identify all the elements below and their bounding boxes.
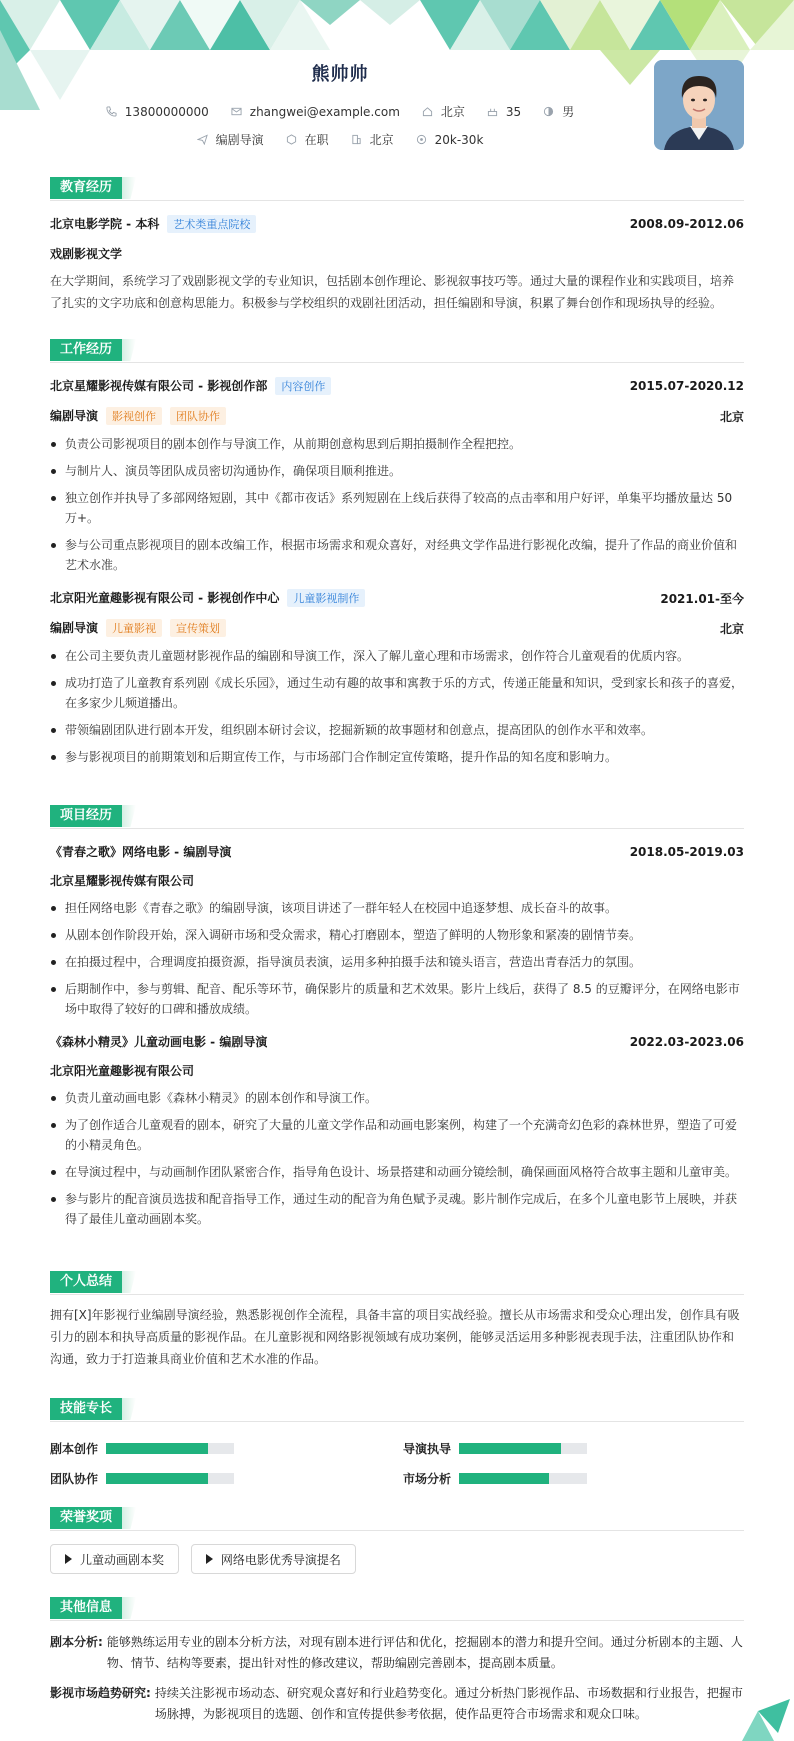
location-text: 北京 bbox=[440, 105, 465, 119]
gender-text: 男 bbox=[562, 105, 575, 119]
phone-text: 13800000000 bbox=[124, 104, 209, 119]
email-text: zhangwei@example.com bbox=[249, 104, 400, 119]
skill-name: 剧本创作 bbox=[50, 1442, 99, 1456]
age-text: 35 bbox=[505, 104, 522, 119]
play-icon bbox=[206, 1554, 213, 1564]
work-role-wrap bbox=[50, 619, 226, 637]
gender-item bbox=[543, 103, 574, 120]
gender-icon bbox=[543, 106, 554, 117]
email-icon bbox=[231, 106, 242, 117]
work-skill-tag: 儿童影视 bbox=[106, 619, 162, 637]
city-text: 北京 bbox=[369, 133, 394, 147]
skill-item bbox=[403, 1470, 587, 1487]
list-item: 独立创作并执导了多部网络短剧，其中《都市夜话》系列短剧在上线后获得了较高的点击率和用户好评，单集平均播放量达 50 万+。 bbox=[50, 488, 744, 528]
skill-bar bbox=[106, 1443, 234, 1454]
education-section bbox=[50, 177, 744, 314]
list-item: 后期制作中，参与剪辑、配音、配乐等环节，确保影片的质量和艺术效果。影片上线后，获得了 8.5 的豆瓣评分，在网络电影市场中取得了较好的口碑和播放成绩。 bbox=[50, 979, 744, 1019]
work-skill-tag: 宣传策划 bbox=[170, 619, 226, 637]
other-key: 剧本分析: bbox=[50, 1635, 103, 1649]
work-company-row bbox=[50, 377, 744, 395]
job-item bbox=[197, 131, 264, 148]
project-name: 《青春之歌》网络电影 - 编剧导演 bbox=[50, 845, 232, 859]
other-value: 持续关注影视市场动态、研究观众喜好和行业趋势变化。通过分析热门影视作品、市场数据和行业报告，把握市场脉搏，为影视项目的选题、创作和宣传提供参考依据，使作品更符合市场需求和观众口味。 bbox=[154, 1686, 743, 1721]
list-item: 成功打造了儿童教育系列剧《成长乐园》，通过生动有趣的故事和寓教于乐的方式，传递正能量和知识，受到家长和孩子的喜爱，在多家少儿频道播出。 bbox=[50, 673, 744, 713]
work-role-row bbox=[50, 619, 744, 637]
summary-title: 个人总结 bbox=[50, 1271, 122, 1293]
work-city: 北京 bbox=[719, 409, 744, 424]
work-company-row bbox=[50, 589, 744, 607]
work-header bbox=[50, 339, 744, 363]
list-item: 在导演过程中，与动画制作团队紧密合作，指导角色设计、场景搭建和动画分镜绘制，确保画面风格符合故事主题和儿童审美。 bbox=[50, 1162, 744, 1182]
project-bullets bbox=[50, 1088, 744, 1229]
status-item bbox=[286, 131, 329, 148]
list-item: 从剧本创作阶段开始，深入调研市场和受众需求，精心打磨剧本，塑造了鲜明的人物形象和紧凑的剧情节奏。 bbox=[50, 925, 744, 945]
work-entry bbox=[50, 377, 744, 575]
skill-name: 导演执导 bbox=[403, 1442, 452, 1456]
skills-header bbox=[50, 1398, 744, 1422]
salary-item bbox=[416, 133, 484, 147]
project-title: 项目经历 bbox=[50, 805, 122, 827]
list-item: 为了创作适合儿童观看的剧本，研究了大量的儿童文学作品和动画电影案例，构建了一个充满奇幻色彩的森林世界，塑造了可爱的小精灵角色。 bbox=[50, 1115, 744, 1155]
skill-bar bbox=[459, 1473, 587, 1484]
corner-decoration bbox=[734, 1691, 794, 1741]
list-item: 带领编剧团队进行剧本开发，组织剧本研讨会议，挖掘新颖的故事题材和创意点，提高团队的创作水平和效率。 bbox=[50, 720, 744, 740]
project-title-row bbox=[50, 843, 744, 860]
list-item: 负责儿童动画电影《森林小精灵》的剧本创作和导演工作。 bbox=[50, 1088, 744, 1108]
work-company: 北京星耀影视传媒有限公司 - 影视创作部 bbox=[50, 379, 268, 393]
work-company-wrap bbox=[50, 589, 365, 607]
skill-bar-fill bbox=[106, 1473, 208, 1484]
skill-item bbox=[403, 1440, 587, 1457]
skill-name: 团队协作 bbox=[50, 1472, 99, 1486]
skill-bar bbox=[106, 1473, 234, 1484]
work-company-wrap bbox=[50, 377, 331, 395]
project-date: 2022.03-2023.06 bbox=[629, 1034, 744, 1049]
work-dept-tag: 内容创作 bbox=[275, 377, 331, 395]
work-date: 2021.01-至今 bbox=[660, 591, 744, 606]
job-row bbox=[0, 131, 680, 148]
candidate-name: 熊帅帅 bbox=[311, 64, 369, 85]
project-bullets bbox=[50, 898, 744, 1019]
education-date: 2008.09-2012.06 bbox=[629, 217, 744, 231]
list-item: 与制片人、演员等团队成员密切沟通协作，确保项目顺利推进。 bbox=[50, 461, 744, 481]
skill-bar-fill bbox=[459, 1473, 549, 1484]
summary-header bbox=[50, 1271, 744, 1295]
education-tag: 艺术类重点院校 bbox=[167, 215, 256, 233]
list-item: 负责公司影视项目的剧本创作与导演工作，从前期创意构思到后期拍摄制作全程把控。 bbox=[50, 434, 744, 454]
work-bullets bbox=[50, 434, 744, 575]
work-role-row bbox=[50, 407, 744, 425]
education-row bbox=[50, 215, 744, 233]
work-entry bbox=[50, 589, 744, 767]
job-text: 编剧导演 bbox=[215, 133, 264, 147]
list-item: 参与公司重点影视项目的剧本改编工作，根据市场需求和观众喜好，对经典文学作品进行影视化改编，提升了作品的商业价值和艺术水准。 bbox=[50, 535, 744, 575]
skill-bar-fill bbox=[459, 1443, 561, 1454]
play-icon bbox=[65, 1554, 72, 1564]
work-skill-tag: 团队协作 bbox=[170, 407, 226, 425]
award-item bbox=[50, 1544, 179, 1574]
work-role: 编剧导演 bbox=[50, 621, 99, 635]
work-section bbox=[50, 339, 744, 774]
award-item bbox=[191, 1544, 356, 1574]
skills-title: 技能专长 bbox=[50, 1398, 122, 1420]
email-item bbox=[231, 105, 400, 119]
project-header bbox=[50, 805, 744, 829]
education-header bbox=[50, 177, 744, 201]
list-item: 担任网络电影《青春之歌》的编剧导演，该项目讲述了一群年轻人在校园中追逐梦想、成长奋斗的故事。 bbox=[50, 898, 744, 918]
education-title: 教育经历 bbox=[50, 177, 122, 199]
work-dept-tag: 儿童影视制作 bbox=[287, 589, 365, 607]
award-label: 儿童动画剧本奖 bbox=[80, 1552, 165, 1567]
project-date: 2018.05-2019.03 bbox=[629, 844, 744, 859]
project-name: 《森林小精灵》儿童动画电影 - 编剧导演 bbox=[50, 1035, 268, 1049]
salary-text: 20k-30k bbox=[434, 132, 484, 147]
education-desc: 在大学期间，系统学习了戏剧影视文学的专业知识，包括剧本创作理论、影视叙事技巧等。通过大量的课程作业和实践项目，培养了扎实的文字功底和创意构思能力。积极参与学校组织的戏剧社团活动，担任编剧和导演，积累了舞台创作和现场执导的经验。 bbox=[50, 274, 735, 310]
project-title-row bbox=[50, 1033, 744, 1050]
summary-section bbox=[50, 1271, 744, 1370]
other-value: 能够熟练运用专业的剧本分析方法，对现有剧本进行评估和优化，挖掘剧本的潜力和提升空间。通过分析剧本的主题、人物、情节、结构等要素，提出针对性的修改建议，帮助编剧完善剧本，提高剧本质量。 bbox=[106, 1635, 743, 1670]
resume-header bbox=[0, 0, 794, 170]
awards-header bbox=[50, 1507, 744, 1531]
list-item: 在公司主要负责儿童题材影视作品的编剧和导演工作，深入了解儿童心理和市场需求，创作符合儿童观看的优质内容。 bbox=[50, 646, 744, 666]
list-item: 参与影视项目的前期策划和后期宣传工作，与市场部门合作制定宣传策略，提升作品的知名度和影响力。 bbox=[50, 747, 744, 767]
location-item bbox=[422, 103, 465, 120]
other-item bbox=[50, 1632, 744, 1674]
project-company: 北京阳光童趣影视有限公司 bbox=[50, 1064, 195, 1078]
cake-icon bbox=[487, 106, 498, 117]
city-item bbox=[351, 131, 394, 148]
age-item bbox=[487, 105, 521, 119]
other-title: 其他信息 bbox=[50, 1597, 122, 1619]
work-date: 2015.07-2020.12 bbox=[629, 379, 744, 393]
list-item: 参与影片的配音演员选拔和配音指导工作，通过生动的配音为角色赋予灵魂。影片制作完成后，在多个儿童电影节上展映，并获得了最佳儿童动画剧本奖。 bbox=[50, 1189, 744, 1229]
work-city: 北京 bbox=[719, 621, 744, 636]
home-icon bbox=[422, 106, 433, 117]
awards-section bbox=[50, 1507, 744, 1574]
avatar-illustration bbox=[654, 60, 744, 150]
send-icon bbox=[197, 134, 208, 145]
phone-item bbox=[106, 105, 209, 119]
skill-item bbox=[50, 1470, 234, 1487]
award-label: 网络电影优秀导演提名 bbox=[220, 1552, 341, 1567]
other-section bbox=[50, 1597, 744, 1725]
phone-icon bbox=[106, 106, 117, 117]
summary-text: 拥有[X]年影视行业编剧导演经验，熟悉影视创作全流程，具备丰富的项目实战经验。擅长从市场需求和受众心理出发，创作具有吸引力的剧本和执导高质量的影视作品。在儿童影视和网络影视领域有成功案例，能够灵活运用多种影视表现手法，注重团队协作和沟通，致力于打造兼具商业价值和艺术水准的作品。 bbox=[50, 1308, 740, 1366]
education-school-wrap bbox=[50, 215, 256, 233]
skills-section bbox=[50, 1398, 744, 1488]
skill-bar-fill bbox=[106, 1443, 208, 1454]
list-item: 在拍摄过程中，合理调度拍摄资源，指导演员表演，运用多种拍摄手法和镜头语言，营造出青春活力的氛围。 bbox=[50, 952, 744, 972]
skill-bar bbox=[459, 1443, 587, 1454]
work-role: 编剧导演 bbox=[50, 409, 99, 423]
other-key: 影视市场趋势研究: bbox=[50, 1686, 151, 1700]
status-icon bbox=[286, 134, 297, 145]
project-section bbox=[50, 805, 744, 1236]
other-item bbox=[50, 1683, 744, 1725]
avatar-photo bbox=[654, 60, 744, 150]
skill-name: 市场分析 bbox=[403, 1472, 452, 1486]
contact-row bbox=[0, 103, 680, 120]
work-skill-tag: 影视创作 bbox=[106, 407, 162, 425]
status-text: 在职 bbox=[304, 133, 329, 147]
skill-item bbox=[50, 1440, 234, 1457]
work-bullets bbox=[50, 646, 744, 767]
awards-title: 荣誉奖项 bbox=[50, 1507, 122, 1529]
building-icon bbox=[351, 134, 362, 145]
other-header bbox=[50, 1597, 744, 1621]
project-company: 北京星耀影视传媒有限公司 bbox=[50, 874, 195, 888]
awards-list bbox=[50, 1544, 744, 1574]
work-role-wrap bbox=[50, 407, 226, 425]
work-title: 工作经历 bbox=[50, 339, 122, 361]
salary-icon bbox=[416, 134, 427, 145]
education-school: 北京电影学院 - 本科 bbox=[50, 217, 160, 231]
project-entry bbox=[50, 1033, 744, 1229]
project-entry bbox=[50, 843, 744, 1019]
education-major: 戏剧影视文学 bbox=[50, 247, 123, 261]
work-company: 北京阳光童趣影视有限公司 - 影视创作中心 bbox=[50, 591, 280, 605]
